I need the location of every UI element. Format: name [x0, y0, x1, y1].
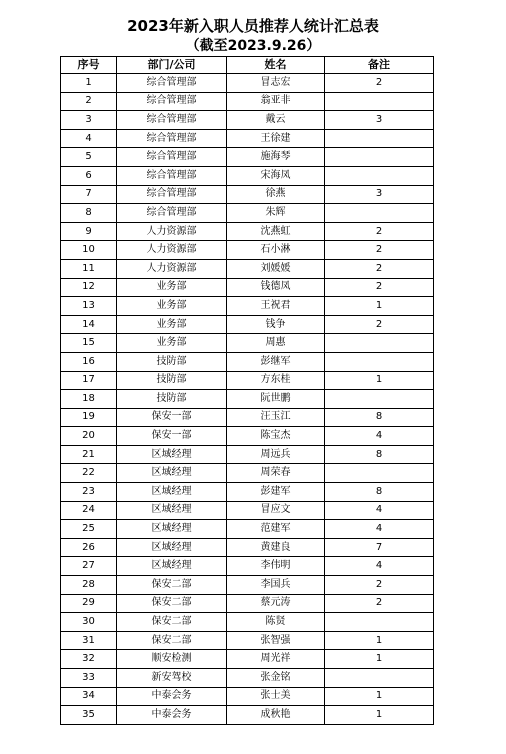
cell-index: 24	[61, 501, 117, 520]
cell-department: 保安二部	[117, 594, 227, 613]
table-row	[61, 445, 434, 464]
cell-department: 人力资源部	[117, 241, 227, 260]
table-row	[61, 185, 434, 204]
cell-note	[325, 669, 434, 688]
cell-note	[325, 334, 434, 353]
cell-department: 保安二部	[117, 631, 227, 650]
table-row	[61, 166, 434, 185]
cell-note: 1	[325, 650, 434, 669]
cell-department: 区域经理	[117, 445, 227, 464]
table-row	[61, 278, 434, 297]
cell-note: 1	[325, 631, 434, 650]
cell-index: 4	[61, 129, 117, 148]
cell-note: 2	[325, 222, 434, 241]
header-name: 姓名	[227, 57, 325, 74]
cell-note: 2	[325, 278, 434, 297]
table-row	[61, 297, 434, 316]
cell-note: 2	[325, 259, 434, 278]
cell-department: 综合管理部	[117, 111, 227, 130]
page-title: 2023年新入职人员推荐人统计汇总表	[127, 17, 379, 35]
cell-department: 综合管理部	[117, 129, 227, 148]
cell-note	[325, 92, 434, 111]
cell-note: 3	[325, 185, 434, 204]
cell-index: 11	[61, 259, 117, 278]
cell-index: 27	[61, 557, 117, 576]
cell-department: 中泰会务	[117, 687, 227, 706]
table-row	[61, 148, 434, 167]
cell-note: 8	[325, 408, 434, 427]
cell-department: 技防部	[117, 390, 227, 409]
cell-department: 技防部	[117, 352, 227, 371]
cell-name: 周远兵	[227, 445, 325, 464]
table-row	[61, 74, 434, 93]
cell-name: 张金铭	[227, 669, 325, 688]
cell-name: 钱争	[227, 315, 325, 334]
cell-name: 张士美	[227, 687, 325, 706]
cell-name: 石小淋	[227, 241, 325, 260]
cell-department: 保安二部	[117, 576, 227, 595]
table-row	[61, 390, 434, 409]
page-subtitle: （截至2023.9.26）	[185, 38, 321, 54]
cell-name: 蔡元涛	[227, 594, 325, 613]
table-row	[61, 92, 434, 111]
table-row	[61, 352, 434, 371]
cell-name: 李伟明	[227, 557, 325, 576]
cell-name: 戴云	[227, 111, 325, 130]
cell-name: 阮世鹏	[227, 390, 325, 409]
cell-index: 32	[61, 650, 117, 669]
cell-note	[325, 204, 434, 223]
cell-name: 彭继军	[227, 352, 325, 371]
cell-note	[325, 464, 434, 483]
cell-department: 业务部	[117, 297, 227, 316]
table-row	[61, 334, 434, 353]
table-row	[61, 594, 434, 613]
table-row	[61, 111, 434, 130]
table-row	[61, 427, 434, 446]
cell-index: 6	[61, 166, 117, 185]
table-row	[61, 631, 434, 650]
table-row	[61, 669, 434, 688]
recommender-table	[60, 56, 434, 725]
cell-department: 综合管理部	[117, 74, 227, 93]
cell-index: 25	[61, 520, 117, 539]
cell-department: 顺安检测	[117, 650, 227, 669]
cell-department: 保安一部	[117, 427, 227, 446]
table-row	[61, 650, 434, 669]
cell-note: 4	[325, 427, 434, 446]
cell-name: 张智强	[227, 631, 325, 650]
table-row	[61, 483, 434, 502]
cell-index: 31	[61, 631, 117, 650]
table-row	[61, 613, 434, 632]
table-row	[61, 222, 434, 241]
cell-index: 7	[61, 185, 117, 204]
cell-note: 4	[325, 557, 434, 576]
cell-note: 2	[325, 576, 434, 595]
cell-index: 35	[61, 706, 117, 725]
cell-index: 29	[61, 594, 117, 613]
cell-index: 30	[61, 613, 117, 632]
cell-department: 综合管理部	[117, 166, 227, 185]
cell-note	[325, 390, 434, 409]
table-row	[61, 501, 434, 520]
cell-name: 方东桂	[227, 371, 325, 390]
cell-index: 12	[61, 278, 117, 297]
cell-note: 2	[325, 74, 434, 93]
table-row	[61, 687, 434, 706]
table-row	[61, 706, 434, 725]
cell-index: 5	[61, 148, 117, 167]
table-row	[61, 557, 434, 576]
cell-note: 7	[325, 538, 434, 557]
cell-department: 新安驾校	[117, 669, 227, 688]
table-row	[61, 315, 434, 334]
cell-note: 8	[325, 445, 434, 464]
cell-note: 2	[325, 594, 434, 613]
cell-department: 业务部	[117, 334, 227, 353]
cell-department: 业务部	[117, 278, 227, 297]
cell-name: 彭建军	[227, 483, 325, 502]
cell-department: 技防部	[117, 371, 227, 390]
cell-index: 28	[61, 576, 117, 595]
header-index: 序号	[61, 57, 117, 74]
cell-department: 保安二部	[117, 613, 227, 632]
cell-index: 34	[61, 687, 117, 706]
cell-name: 王祝君	[227, 297, 325, 316]
cell-name: 汪玉江	[227, 408, 325, 427]
cell-name: 施海琴	[227, 148, 325, 167]
cell-index: 15	[61, 334, 117, 353]
cell-note: 4	[325, 520, 434, 539]
cell-name: 钱德凤	[227, 278, 325, 297]
cell-name: 成秋艳	[227, 706, 325, 725]
table-row	[61, 241, 434, 260]
cell-index: 9	[61, 222, 117, 241]
cell-name: 冒应文	[227, 501, 325, 520]
cell-note: 1	[325, 371, 434, 390]
cell-name: 宋海凤	[227, 166, 325, 185]
table-row	[61, 576, 434, 595]
header-department: 部门/公司	[117, 57, 227, 74]
cell-name: 周荣春	[227, 464, 325, 483]
cell-name: 徐燕	[227, 185, 325, 204]
cell-name: 黄建良	[227, 538, 325, 557]
cell-department: 业务部	[117, 315, 227, 334]
table-row	[61, 259, 434, 278]
cell-index: 21	[61, 445, 117, 464]
cell-index: 16	[61, 352, 117, 371]
cell-name: 范建军	[227, 520, 325, 539]
table-header-row	[61, 57, 434, 74]
cell-index: 1	[61, 74, 117, 93]
cell-name: 周光祥	[227, 650, 325, 669]
cell-name: 翁亚非	[227, 92, 325, 111]
cell-index: 23	[61, 483, 117, 502]
cell-note	[325, 166, 434, 185]
table-row	[61, 520, 434, 539]
cell-index: 19	[61, 408, 117, 427]
cell-index: 10	[61, 241, 117, 260]
cell-name: 刘媛媛	[227, 259, 325, 278]
cell-department: 区域经理	[117, 538, 227, 557]
cell-index: 14	[61, 315, 117, 334]
cell-department: 区域经理	[117, 464, 227, 483]
cell-index: 20	[61, 427, 117, 446]
cell-index: 13	[61, 297, 117, 316]
cell-name: 沈燕虹	[227, 222, 325, 241]
cell-note	[325, 148, 434, 167]
cell-index: 8	[61, 204, 117, 223]
cell-name: 李国兵	[227, 576, 325, 595]
cell-note: 8	[325, 483, 434, 502]
table-row	[61, 129, 434, 148]
cell-note: 1	[325, 706, 434, 725]
cell-name: 朱辉	[227, 204, 325, 223]
cell-department: 区域经理	[117, 483, 227, 502]
cell-name: 周惠	[227, 334, 325, 353]
table-row	[61, 538, 434, 557]
cell-department: 人力资源部	[117, 222, 227, 241]
cell-note: 4	[325, 501, 434, 520]
cell-note	[325, 129, 434, 148]
cell-name: 陈宝杰	[227, 427, 325, 446]
cell-department: 综合管理部	[117, 92, 227, 111]
cell-note: 2	[325, 241, 434, 260]
table-row	[61, 204, 434, 223]
cell-note: 1	[325, 687, 434, 706]
cell-index: 2	[61, 92, 117, 111]
cell-name: 陈贤	[227, 613, 325, 632]
table-row	[61, 371, 434, 390]
cell-index: 17	[61, 371, 117, 390]
cell-name: 冒志宏	[227, 74, 325, 93]
table-row	[61, 408, 434, 427]
cell-department: 综合管理部	[117, 185, 227, 204]
table-body	[61, 74, 434, 725]
cell-note: 3	[325, 111, 434, 130]
cell-note	[325, 352, 434, 371]
cell-note	[325, 613, 434, 632]
cell-index: 22	[61, 464, 117, 483]
cell-department: 区域经理	[117, 557, 227, 576]
cell-department: 保安一部	[117, 408, 227, 427]
cell-index: 26	[61, 538, 117, 557]
cell-department: 区域经理	[117, 501, 227, 520]
cell-department: 中泰会务	[117, 706, 227, 725]
cell-department: 综合管理部	[117, 148, 227, 167]
cell-name: 王徐建	[227, 129, 325, 148]
cell-index: 33	[61, 669, 117, 688]
cell-index: 18	[61, 390, 117, 409]
cell-department: 综合管理部	[117, 204, 227, 223]
cell-department: 人力资源部	[117, 259, 227, 278]
header-note: 备注	[325, 57, 434, 74]
cell-department: 区域经理	[117, 520, 227, 539]
cell-note: 2	[325, 315, 434, 334]
cell-note: 1	[325, 297, 434, 316]
table-row	[61, 464, 434, 483]
cell-index: 3	[61, 111, 117, 130]
